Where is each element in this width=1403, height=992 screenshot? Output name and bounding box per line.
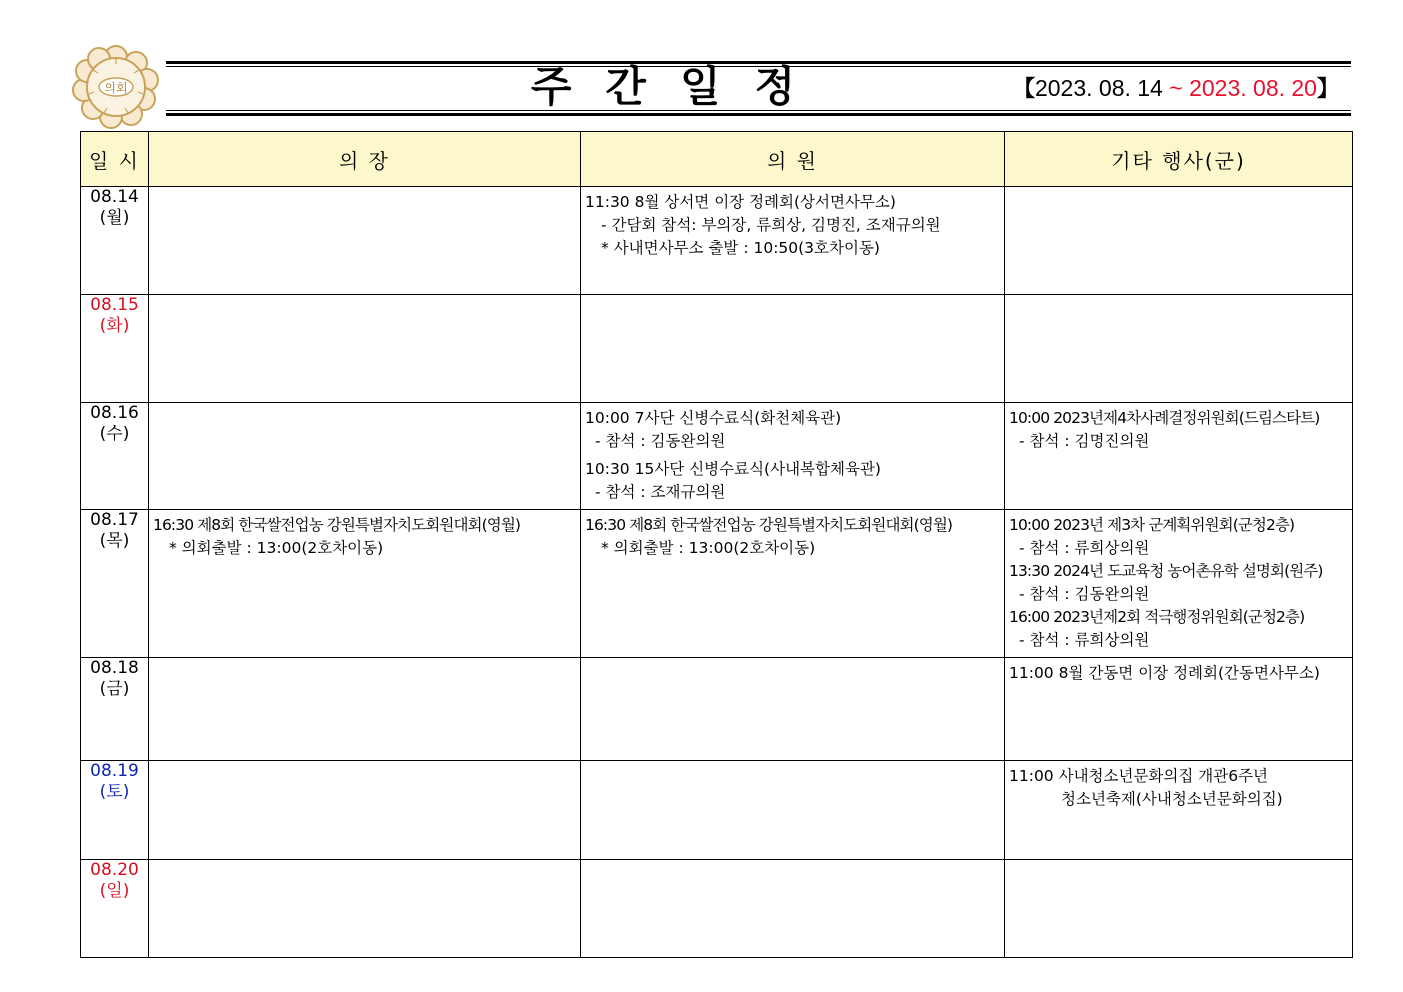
date-cell: [81, 403, 149, 510]
event-entry: 16:30 제8회 한국쌀전업농 강원특별자치도회원대회(영월): [153, 516, 521, 535]
table-row: [81, 403, 1353, 510]
event-entry: 11:00 사내청소년문화의집 개관6주년: [1009, 766, 1269, 785]
table-row: [81, 859, 1353, 957]
event-entry: 10:00 7사단 신병수료식(화천체육관): [585, 409, 842, 428]
table-row: [81, 187, 1353, 295]
event-detail: - 참석 : 김명진의원: [1019, 432, 1150, 451]
weekday-label: (금): [99, 678, 130, 699]
date-label: 08.19: [90, 760, 139, 781]
date-cell: [81, 510, 149, 657]
date-cell: [81, 657, 149, 760]
date-label: 08.15: [90, 295, 139, 316]
event-detail: 청소년축제(사내청소년문화의집): [1061, 789, 1283, 808]
event-list: [149, 187, 580, 191]
member-cell: [581, 510, 1005, 657]
event-detail: - 참석 : 조재규의원: [595, 483, 726, 502]
date-cell: [81, 859, 149, 957]
date-cell: [81, 760, 149, 859]
date-bracket-close: 】: [1316, 76, 1339, 101]
event-list: [149, 860, 580, 864]
weekday-label: (화): [99, 316, 130, 337]
event-list: [581, 187, 1004, 260]
other-events-cell: [1005, 859, 1353, 957]
event-list: [581, 295, 1004, 299]
column-header-date: 일 시: [81, 132, 149, 187]
event-list: [1005, 510, 1352, 652]
weekday-label: (일): [99, 880, 130, 901]
column-header-other-events: 기타 행사(군): [1005, 132, 1353, 187]
event-entry: 11:30 8월 상서면 이장 정례회(상서면사무소): [585, 193, 896, 211]
council-emblem-logo: [70, 42, 162, 130]
event-list: [1005, 295, 1352, 299]
chairman-cell: [149, 760, 581, 859]
other-events-cell: [1005, 657, 1353, 760]
table-row: [81, 295, 1353, 403]
other-events-cell: [1005, 295, 1353, 403]
weekday-label: (수): [99, 424, 130, 445]
date-bracket-open: 【: [1012, 76, 1035, 101]
member-cell: [581, 403, 1005, 510]
date-range: [1013, 70, 1339, 106]
event-entry: 10:00 2023년 제3차 군계획위원회(군청2층): [1009, 516, 1295, 535]
schedule-table: [80, 131, 1353, 958]
other-events-cell: [1005, 510, 1353, 657]
event-entry: 10:30 15사단 신병수료식(사내복합체육관): [585, 460, 881, 479]
member-cell: [581, 859, 1005, 957]
chairman-cell: [149, 859, 581, 957]
table-row: [81, 510, 1353, 657]
weekday-label: (토): [99, 781, 130, 802]
table-row: [81, 657, 1353, 760]
emblem-icon: [70, 42, 162, 130]
weekday-label: (월): [99, 208, 130, 228]
event-list: [581, 403, 1004, 504]
event-list: [1005, 761, 1352, 811]
event-detail: - 참석 : 류희상의원: [1019, 631, 1150, 650]
date-end: 2023. 08. 20: [1189, 75, 1317, 101]
chairman-cell: [149, 510, 581, 657]
date-label: 08.14: [90, 187, 139, 207]
event-list: [1005, 658, 1352, 685]
bottom-rule-thick: [166, 113, 1351, 116]
date-cell: [81, 295, 149, 403]
date-label: 08.20: [90, 859, 139, 880]
date-label: 08.17: [90, 510, 139, 531]
event-list: [1005, 860, 1352, 864]
event-entry: 11:00 8월 간동면 이장 정례회(간동면사무소): [1009, 663, 1320, 682]
weekday-label: (목): [99, 531, 130, 552]
date-start: 2023. 08. 14: [1034, 75, 1163, 101]
member-cell: [581, 760, 1005, 859]
chairman-cell: [149, 403, 581, 510]
event-list: [1005, 403, 1352, 453]
event-detail: - 참석 : 김동완의원: [1019, 585, 1150, 604]
event-list: [581, 658, 1004, 662]
member-cell: [581, 657, 1005, 760]
event-list: [581, 860, 1004, 864]
other-events-cell: [1005, 403, 1353, 510]
event-detail: - 참석 : 김동완의원: [595, 432, 726, 451]
event-detail: * 의회출발 : 13:00(2호차이동): [169, 539, 384, 558]
other-events-cell: [1005, 187, 1353, 295]
emblem-text: 의회: [104, 81, 128, 95]
page-title: 주간일정: [530, 62, 830, 111]
other-events-cell: [1005, 760, 1353, 859]
table-header-row: [81, 132, 1353, 187]
event-entry: 16:30 제8회 한국쌀전업농 강원특별자치도회원대회(영월): [585, 516, 953, 535]
date-label: 08.18: [90, 657, 139, 678]
date-label: 08.16: [90, 403, 139, 424]
event-detail: * 의회출발 : 13:00(2호차이동): [601, 539, 816, 558]
member-cell: [581, 187, 1005, 295]
event-list: [149, 295, 580, 299]
event-list: [149, 510, 580, 560]
event-list: [1005, 187, 1352, 191]
chairman-cell: [149, 657, 581, 760]
event-detail: * 사내면사무소 출발 : 10:50(3호차이동): [601, 239, 880, 257]
table-row: [81, 760, 1353, 859]
event-detail: - 참석 : 류희상의원: [1019, 539, 1150, 558]
chairman-cell: [149, 187, 581, 295]
event-list: [149, 658, 580, 662]
event-list: [581, 510, 1004, 560]
event-detail: - 간담회 참석: 부의장, 류희상, 김명진, 조재규의원: [601, 216, 941, 234]
chairman-cell: [149, 295, 581, 403]
date-separator: ~: [1162, 75, 1190, 101]
event-list: [581, 761, 1004, 765]
event-list: [149, 403, 580, 407]
column-header-member: 의 원: [581, 132, 1005, 187]
event-entry: 10:00 2023년제4차사례결정위원회(드림스타트): [1009, 409, 1320, 428]
event-entry: 16:00 2023년제2회 적극행정위원회(군청2층): [1009, 608, 1305, 627]
event-entry: 13:30 2024년 도교육청 농어촌유학 설명회(원주): [1009, 562, 1323, 581]
event-list: [149, 761, 580, 765]
member-cell: [581, 295, 1005, 403]
date-cell: [81, 187, 149, 295]
column-header-chairman: 의 장: [149, 132, 581, 187]
